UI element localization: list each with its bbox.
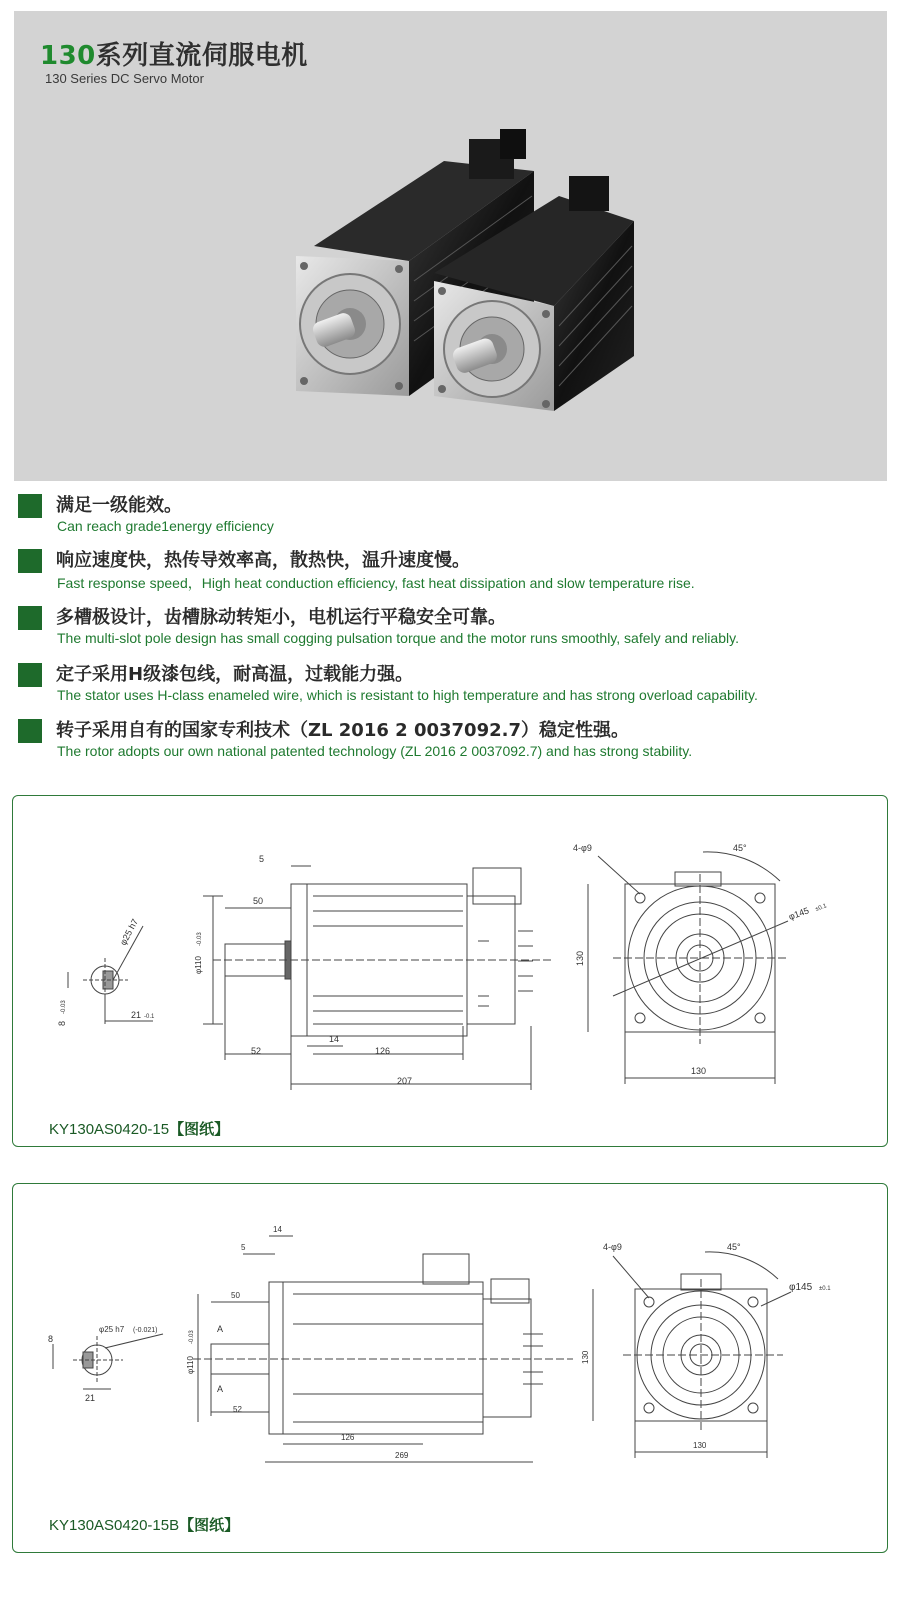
dim-pcd: φ145 [789, 1282, 813, 1293]
hero-subtitle: 130 Series DC Servo Motor [45, 71, 204, 86]
dim-spigot: φ110 [186, 1356, 195, 1374]
feature-item [18, 660, 888, 710]
drawing-link[interactable]: 图纸 [184, 1120, 215, 1138]
feature-cn: 多槽极设计，齿槽脉动转矩小，电机运行平稳安全可靠。 [56, 607, 506, 628]
dim-key8: 8 [57, 1020, 67, 1026]
model-number: KY130AS0420-15 [49, 1121, 170, 1138]
dim-spigot-tol: -0.03 [197, 932, 203, 946]
dim-14: 14 [329, 1034, 340, 1044]
bullet-square-icon [18, 719, 42, 743]
bracket-open: 【 [179, 1516, 195, 1534]
hero-title [40, 35, 308, 72]
dim-126: 126 [341, 1433, 355, 1442]
feature-item [18, 716, 888, 766]
dim-side130: 130 [581, 1350, 590, 1364]
bullet-square-icon [18, 663, 42, 687]
dim-269: 269 [395, 1451, 409, 1460]
feature-en: The stator uses H-class enameled wire, which is resistant to high temperature and has strong overload capability. [57, 687, 758, 703]
dim-angle: 45° [733, 843, 747, 853]
dim-pcd-tol: ±0.1 [814, 903, 828, 913]
dim-shaft-dia: φ25 h7 [117, 917, 141, 947]
dim-side130: 130 [575, 950, 585, 966]
drawing-panel-1 [12, 795, 888, 1147]
dim-52: 52 [251, 1046, 262, 1056]
dim-207: 207 [397, 1076, 413, 1086]
dim-holes: 4-φ9 [573, 843, 592, 853]
feature-en: The rotor adopts our own national patented technology (ZL 2016 2 0037092.7) and has strong stability. [57, 743, 693, 759]
dim-pcd: φ145 [787, 905, 811, 922]
sec-A-bottom: A [217, 1384, 224, 1394]
bracket-open: 【 [169, 1120, 185, 1138]
dim-shaft-tol: (-0.021) [133, 1327, 158, 1334]
feature-cn: 满足一级能效。 [56, 495, 182, 516]
drawing-caption-2 [49, 1514, 239, 1535]
dim-50: 50 [231, 1291, 240, 1300]
dim-50: 50 [253, 896, 264, 906]
hero-banner [14, 11, 887, 481]
dim-width130: 130 [693, 1441, 707, 1450]
feature-en: Fast response speed，High heat conduction efficiency, fast heat dissipation and slow temperature rise. [57, 575, 695, 591]
bracket-close: 】 [214, 1120, 230, 1138]
bullet-square-icon [18, 494, 42, 518]
feature-en: Can reach grade1energy efficiency [57, 518, 274, 534]
dim-52: 52 [233, 1405, 242, 1414]
drawing-caption-1 [49, 1118, 229, 1139]
feature-item [18, 491, 888, 541]
technical-drawing [13, 796, 887, 1146]
dim-spigot: φ110 [194, 956, 203, 974]
drawing-link[interactable]: 图纸 [194, 1516, 225, 1534]
feature-en: The multi-slot pole design has small cogging pulsation torque and the motor runs smoothly, safely and reliably. [57, 630, 739, 646]
bullet-square-icon [18, 549, 42, 573]
sec-A-top: A [217, 1324, 224, 1334]
feature-cn: 响应速度快，热传导效率高，散热快，温升速度慢。 [56, 550, 470, 571]
technical-drawing [13, 1184, 887, 1552]
dim-pcd-tol: ±0.1 [819, 1286, 831, 1292]
dim-spigot-tol: -0.03 [189, 1330, 195, 1344]
dim-angle: 45° [727, 1242, 741, 1252]
dim-top5: 5 [259, 854, 265, 864]
feature-item [18, 603, 888, 653]
bullet-square-icon [18, 606, 42, 630]
bracket-close: 】 [224, 1516, 240, 1534]
dim-key8-tol: -0.03 [61, 1000, 67, 1014]
dim-key21: 21 [131, 1010, 142, 1020]
feature-cn: 定子采用H级漆包线，耐高温，过载能力强。 [56, 664, 414, 685]
dim-key21-tol: -0.1 [144, 1014, 155, 1020]
feature-cn: 转子采用自有的国家专利技术（ZL 2016 2 0037092.7）稳定性强。 [56, 720, 629, 741]
dim-shaft-dia: φ25 h7 [99, 1325, 125, 1334]
feature-item [18, 546, 888, 596]
model-number: KY130AS0420-15B [49, 1517, 180, 1534]
dim-14: 14 [273, 1225, 282, 1234]
title-number: 130 [40, 41, 96, 71]
drawing-panel-2 [12, 1183, 888, 1553]
dim-key8: 8 [48, 1334, 54, 1344]
dim-5: 5 [241, 1243, 246, 1252]
dim-key21: 21 [85, 1393, 96, 1403]
title-cn: 系列直流伺服电机 [95, 41, 308, 71]
dim-holes: 4-φ9 [603, 1242, 622, 1252]
dim-width130: 130 [691, 1066, 707, 1076]
dim-126: 126 [375, 1046, 391, 1056]
